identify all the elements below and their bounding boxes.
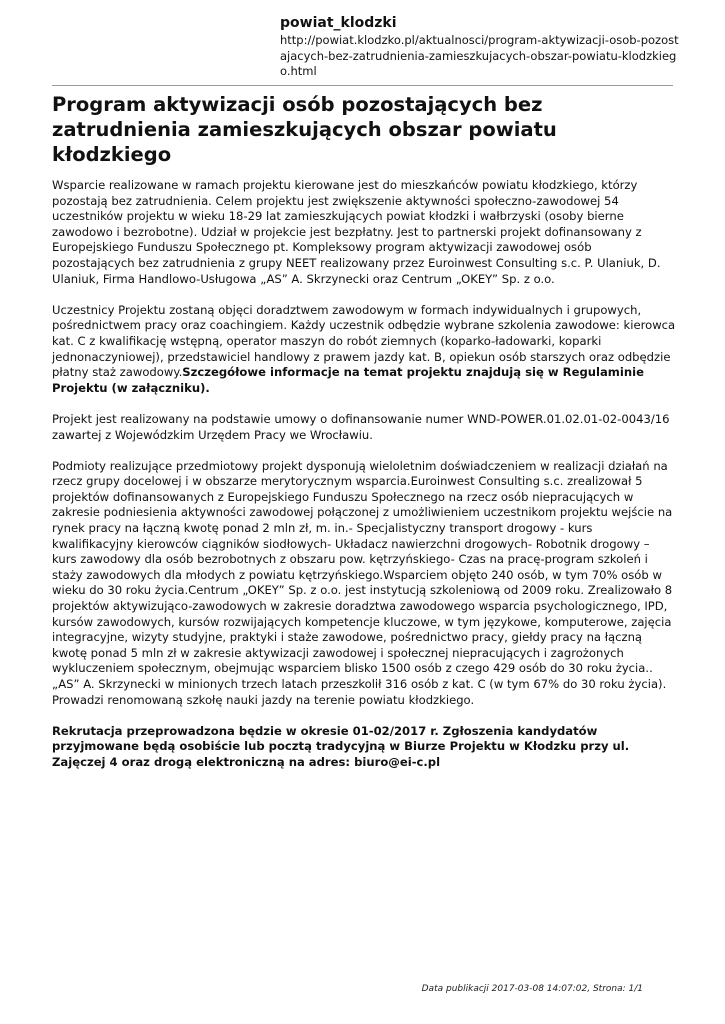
paragraph-participants xyxy=(52,303,677,397)
recruitment-note: Rekrutacja przeprowadzona będzie w okresie 01-02/2017 r. Zgłoszenia kandydatów przyjmowane będą osobiście lub pocztą tradycyjną w Biurze Projektu w Kłodzku przy ul. Zajęczej 4 oraz drogą elektroniczną na adres: biuro@ei-c.pl xyxy=(52,723,630,769)
paragraph-recruitment xyxy=(52,724,677,771)
page-header xyxy=(280,14,680,80)
article-title: Program aktywizacji osób pozostających bez zatrudnienia zamieszkujących obszar powiatu kłodzkiego xyxy=(52,93,557,166)
paragraph-partners: Podmioty realizujące przedmiotowy projekt dysponują wieloletnim doświadczeniem w realizacji działań na rzecz grupy docelowej i w obszarze merytorycznym wsparcia.Euroinwest Consulting s.c. zrealizował 5 projektów dofinansowanych z Europejskiego Funduszu Społecznego na rzecz osób niepracujących w zakresie podniesienia aktywności zawodowej połączonej z umożliwieniem uczestnikom projektu wejście na rynek pracy na łączną kwotę ponad 2 mln zł, m. in.- Specjalistyczny transport drogowy - kurs kwalifikacyjny kierowców ciągników siodłowych- Układacz nawierzchni drogowych- Robotnik drogowy – kurs zawodowy dla osób bezrobotnych z obszaru pow. kętrzyńskiego- Czas na pracę-program szkoleń i staży zawodowych dla młodych z powiatu kętrzyńskiego.Wsparciem objęto 240 osób, w tym 70% osób w wieku do 30 roku życia.Centrum „OKEY” Sp. z o.o. jest instytucją szkoleniową od 2009 roku. Zrealizowało 8 projektów aktywizująco-zawodowych w zakresie doradztwa zawodowego wsparcia psychologicznego, IPD, kursów zawodowych, kursów rozwijających kompetencje kluczowe, w tym językowe, komputerowe, zajęcia integracyjne, wizyty studyjne, praktyki i staże zawodowe, pośrednictwo pracy, giełdy pracy na łączną kwotę ponad 5 mln zł w zakresie aktywizacji zawodowej i społecznej niepracujących i zagrożonych wykluczeniem społecznym, obejmując wsparciem blisko 1500 osób z czego 429 osób do 30 roku życia..„AS” A. Skrzynecki w minionych trzech latach przeszkolił 316 osób z kat. C (w tym 67% do 30 roku życia). Prowadzi renomowaną szkołę nauki jazdy na terenie powiatu kłodzkiego. xyxy=(52,458,673,707)
paragraph-contract: Projekt jest realizowany na podstawie umowy o dofinansowanie numer WND-POWER.01.02.01-02-0043/16 zawartej z Wojewódzkim Urzędem Pracy we Wrocławiu. xyxy=(52,411,670,442)
header-divider xyxy=(52,85,673,86)
publication-footer: Data publikacji 2017-03-08 14:07:02, Strona: 1/1 xyxy=(421,984,643,994)
source-url[interactable]: http://powiat.klodzko.pl/aktualnosci/program-aktywizacji-osob-pozostajacych-bez-zatrudnienia-zamieszkujacych-obszar-powiatu-klodzkiego.html xyxy=(280,33,679,78)
site-name: powiat_klodzki xyxy=(280,15,397,31)
paragraph-participants-text: Uczestnicy Projektu zostaną objęci doradztwem zawodowym w formach indywidualnych i grupowych, pośrednictwem pracy oraz coachingiem. Każdy uczestnik odbędzie wybrane szkolenia zawodowe: kierowca kat. C z kwalifikację wstępną, operator maszyn do robót ziemnych (koparko-ładowarki, koparki jednonaczyniowej), przedstawiciel handlowy z prawem jazdy kat. B, opiekun osób starszych oraz odbędzie płatny staż zawodowy. xyxy=(52,302,676,380)
article-body xyxy=(52,178,677,786)
paragraph-intro: Wsparcie realizowane w ramach projektu kierowane jest do mieszkańców powiatu kłodzkiego, którzy pozostają bez zatrudnienia. Celem projektu jest zwiększenie aktywności społeczno-zawodowej 54 uczestników projektu w wieku 18-29 lat zamieszkujących powiat kłodzki i wałbrzyski (osoby bierne zawodowo i bezrobotne). Udział w projekcie jest bezpłatny. Jest to partnerski projekt dofinansowany z Europejskiego Funduszu Społecznego pt. Kompleksowy program aktywizacji zawodowej osób pozostających bez zatrudnienia z grupy NEET realizowany przez Euroinwest Consulting s.c. P. Ulaniuk, D. Ulaniuk, Firma Handlowo-Usługowa „AS” A. Skrzynecki oraz Centrum „OKEY” Sp. z o.o. xyxy=(52,178,661,286)
regulations-note: Szczegółowe informacje na temat projektu znajdują się w Regulaminie Projektu (w załączniku). xyxy=(52,365,644,395)
